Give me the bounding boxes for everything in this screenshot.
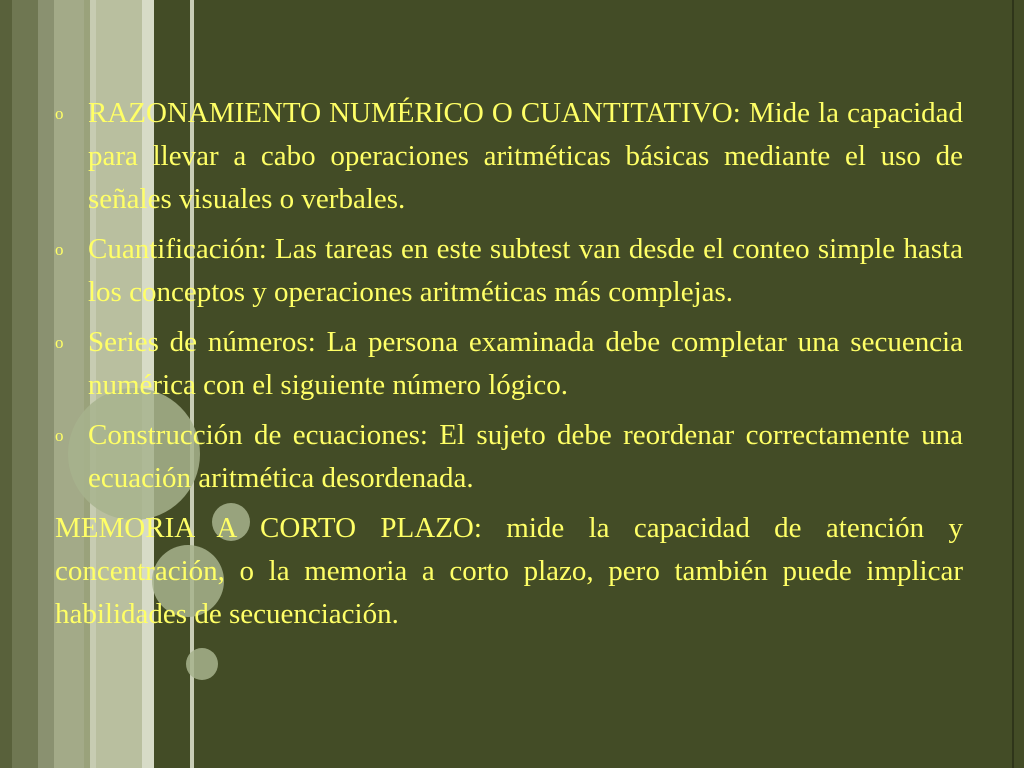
bullet-text: Series de números: La persona examinada debe completar una secuencia numérica con el siguiente número lógico. <box>88 326 963 401</box>
decorative-stripe <box>38 0 54 768</box>
bullet-icon: o <box>55 104 64 123</box>
bullet-item <box>55 321 963 407</box>
bullet-text: Cuantificación: Las tareas en este subtest van desde el conteo simple hasta los conceptos y operaciones aritméticas más complejas. <box>88 233 963 308</box>
closing-paragraph: MEMORIA A CORTO PLAZO: mide la capacidad de atención y concentración, o la memoria a corto plazo, pero también puede implicar habilidades de secuenciación. <box>55 512 963 630</box>
bullet-item <box>55 92 963 221</box>
bullet-icon: o <box>55 426 64 445</box>
decorative-stripe <box>12 0 38 768</box>
bullet-icon: o <box>55 333 64 352</box>
decorative-circle <box>186 648 218 680</box>
bullet-text: RAZONAMIENTO NUMÉRICO O CUANTITATIVO: Mide la capacidad para llevar a cabo operaciones aritméticas básicas mediante el uso de señales visuales o verbales. <box>88 97 963 215</box>
bullet-item <box>55 414 963 500</box>
bullet-icon: o <box>55 240 64 259</box>
bullet-item <box>55 228 963 314</box>
bullet-text: Construcción de ecuaciones: El sujeto debe reordenar correctamente una ecuación aritmética desordenada. <box>88 419 963 494</box>
decorative-stripe <box>0 0 12 768</box>
slide-content <box>55 92 963 636</box>
decorative-border-line <box>1012 0 1014 768</box>
